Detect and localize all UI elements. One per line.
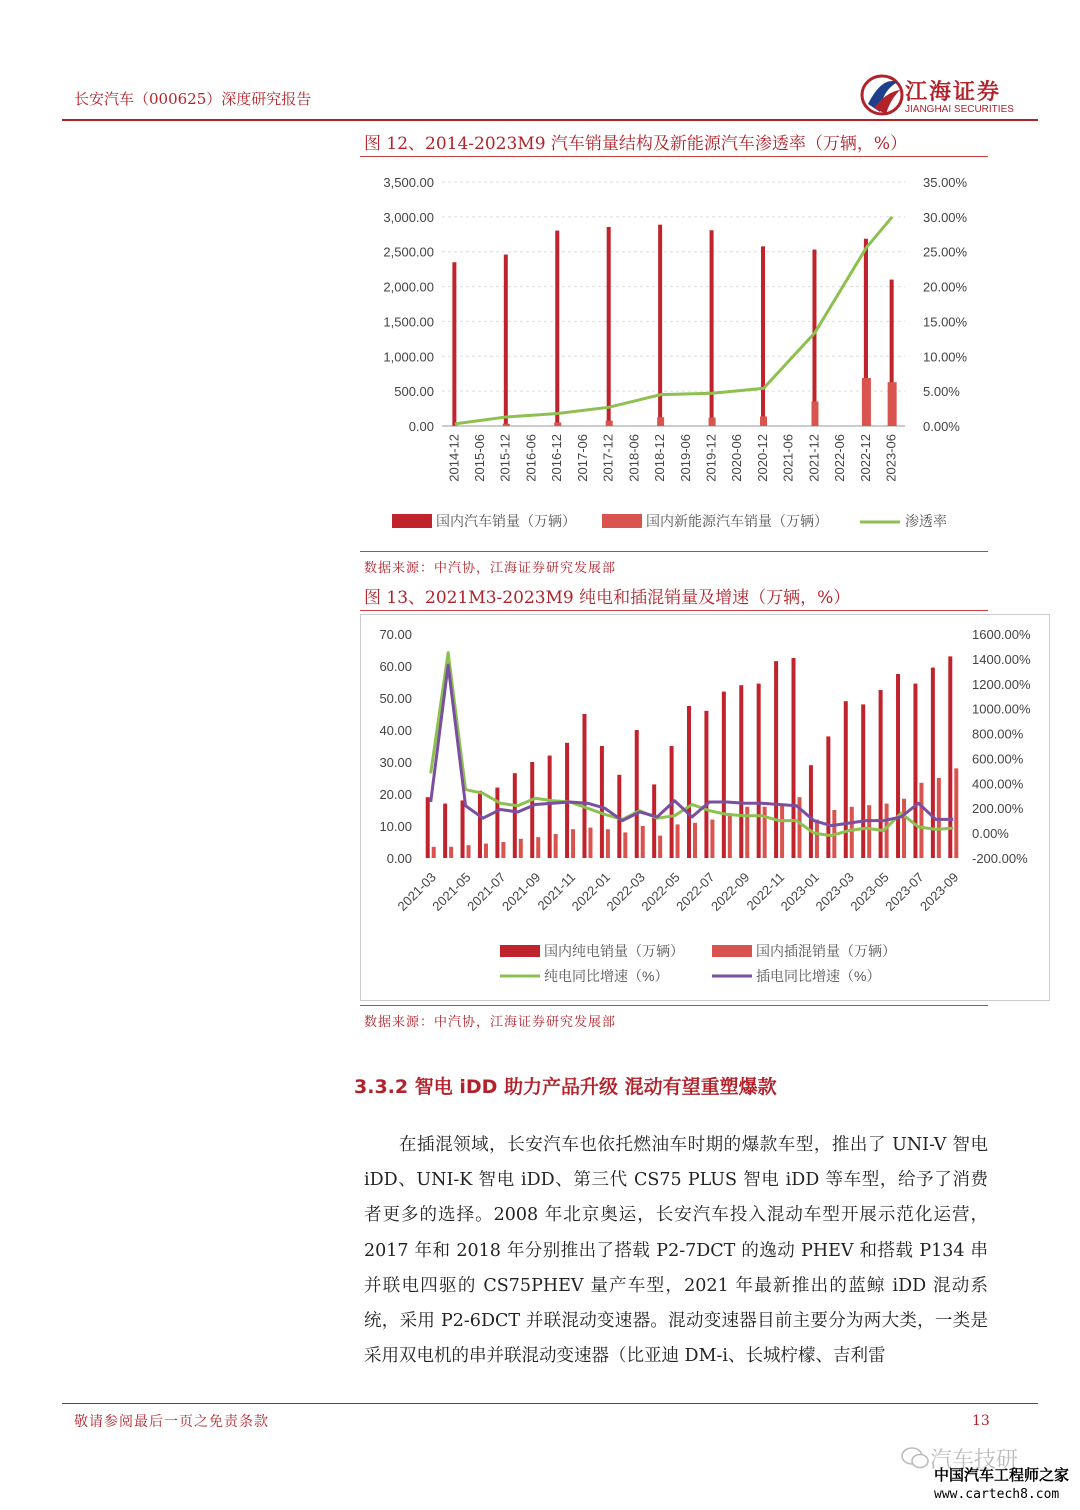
figure-13-source: 数据来源：中汽协，江海证券研究发展部: [364, 1015, 617, 1030]
watermark-url: www.cartech8.com: [934, 1487, 1060, 1502]
bar-total-sales: [710, 230, 714, 426]
left-tick-label: 50.00: [379, 691, 412, 706]
x-tick-label: 2014-12: [446, 434, 462, 482]
x-tick-label: 2020-12: [754, 434, 770, 482]
right-tick-label: 800.00%: [972, 726, 1024, 742]
right-tick-label: 35.00%: [923, 175, 968, 190]
x-tick-label: 2023-03: [812, 869, 857, 914]
bar-phev-sales: [954, 768, 958, 858]
bar-phev-sales: [467, 845, 471, 858]
x-tick-label: 2021-07: [464, 869, 509, 914]
x-tick-label: 2021-05: [429, 869, 474, 914]
figure-13-bottom-rule: [360, 1005, 988, 1006]
bar-bev-sales: [913, 684, 917, 858]
legend-swatch-phev-sales: [712, 945, 752, 957]
body-paragraph: 在插混领域，长安汽车也依托燃油车时期的爆款车型，推出了 UNI-V 智电 iDD、UNI-K 智电 iDD、第三代 CS75 PLUS 智电 iDD 等车型，给予了消费者更多的选择。2008 年北京奥运，长安汽车投入混动车型开展示范化运营，2017 年和 2018 年分别推出了搭载 P2-7DCT 的逸动 PHEV 和搭载 P134 串并联电四驱的 CS75PHEV 量产车型，2021 年最新推出的蓝鲸 iDD 混动系统，采用 P2-6DCT 并联混动变速器。混动变速器目前主要分为两大类，一类是采用双电机的串并联混动变速器（比亚迪 DM-i、长城柠檬、吉利雷: [364, 1135, 988, 1367]
right-tick-label: -200.00%: [972, 851, 1028, 866]
bar-phev-sales: [919, 783, 923, 858]
left-tick-label: 2,500.00: [383, 244, 434, 260]
bar-total-sales: [504, 255, 508, 426]
bar-nev-sales: [657, 417, 664, 426]
bar-bev-sales: [774, 661, 778, 858]
bar-nev-sales: [811, 401, 818, 426]
x-tick-label: 2021-06: [780, 434, 796, 482]
bar-nev-sales: [554, 422, 561, 426]
right-tick-label: 200.00%: [972, 801, 1024, 817]
left-tick-label: 40.00: [379, 723, 412, 738]
x-tick-label: 2018-12: [652, 434, 668, 482]
bar-bev-sales: [757, 684, 761, 858]
right-tick-label: 400.00%: [972, 776, 1024, 792]
bar-phev-sales: [850, 807, 854, 858]
left-tick-label: 20.00: [379, 787, 412, 802]
bar-bev-sales: [478, 791, 482, 858]
chart-bev-phev-sales-growth: [360, 614, 1050, 1002]
right-tick-label: 1400.00%: [972, 651, 1031, 667]
company-logo-text: 江海证券: [905, 80, 1002, 105]
x-tick-label: 2023-07: [882, 869, 927, 914]
bar-bev-sales: [861, 704, 865, 858]
x-tick-label: 2021-03: [394, 869, 439, 914]
bar-phev-sales: [606, 829, 610, 858]
bar-total-sales: [812, 250, 816, 426]
x-tick-label: 2015-12: [497, 434, 513, 482]
bar-phev-sales: [815, 820, 819, 858]
x-tick-label: 2023-05: [847, 869, 892, 914]
bar-bev-sales: [582, 714, 586, 858]
right-tick-label: 600.00%: [972, 751, 1024, 767]
left-tick-label: 3,500.00: [383, 175, 434, 190]
x-tick-label: 2016-12: [549, 434, 565, 482]
x-tick-label: 2022-05: [638, 869, 683, 914]
figure-13-top-rule: [360, 610, 988, 611]
left-tick-label: 1,000.00: [383, 349, 434, 365]
bar-bev-sales: [739, 685, 743, 858]
bar-phev-sales: [693, 823, 697, 858]
bar-nev-sales: [503, 424, 510, 426]
bar-bev-sales: [635, 730, 639, 858]
bar-phev-sales: [658, 836, 662, 858]
bar-bev-sales: [443, 804, 447, 858]
bar-phev-sales: [449, 847, 453, 858]
watermark-brand: 汽车技研: [930, 1448, 1019, 1473]
x-tick-label: 2022-11: [743, 869, 788, 914]
legend-swatch-nev-sales: [602, 514, 642, 528]
x-tick-label: 2022-03: [603, 869, 648, 914]
bar-bev-sales: [792, 658, 796, 858]
x-tick-label: 2022-06: [832, 434, 848, 482]
page-number: 13: [972, 1413, 990, 1429]
x-tick-label: 2023-09: [917, 869, 962, 914]
x-tick-label: 2016-06: [523, 434, 539, 482]
left-tick-label: 0.00: [408, 419, 434, 434]
line-bev-growth: [431, 653, 954, 836]
bar-bev-sales: [530, 762, 534, 858]
right-tick-label: 30.00%: [923, 209, 968, 225]
legend-swatch-bev-sales: [500, 945, 540, 957]
line-phev-growth: [431, 665, 954, 826]
bar-bev-sales: [495, 788, 499, 858]
bar-phev-sales: [641, 826, 645, 858]
bar-bev-sales: [426, 797, 430, 858]
bar-phev-sales: [432, 847, 436, 858]
x-tick-label: 2017-06: [574, 434, 590, 482]
bar-phev-sales: [623, 832, 627, 858]
bar-phev-sales: [536, 837, 540, 858]
bar-phev-sales: [676, 824, 680, 858]
bar-phev-sales: [780, 804, 784, 858]
left-tick-label: 500.00: [394, 384, 434, 400]
right-tick-label: 1000.00%: [972, 701, 1031, 717]
bar-nev-sales: [451, 425, 458, 426]
company-logo-english: JIANGHAI SECURITIES: [905, 104, 1014, 115]
bar-bev-sales: [600, 746, 604, 858]
bar-total-sales: [761, 246, 765, 426]
legend-label-penetration: 渗透率: [905, 513, 947, 529]
right-tick-label: 0.00%: [923, 419, 960, 434]
bar-nev-sales: [760, 416, 767, 426]
x-tick-label: 2018-06: [626, 434, 642, 482]
bar-bev-sales: [879, 690, 883, 858]
figure-12-bottom-rule: [360, 551, 988, 552]
section-heading: 3.3.2 智电 iDD 助力产品升级 混动有望重塑爆款: [354, 1076, 777, 1098]
bar-bev-sales: [652, 784, 656, 858]
chart-vehicle-sales-structure: [360, 160, 990, 550]
bar-total-sales: [452, 262, 456, 426]
figure-12-source: 数据来源：中汽协，江海证券研究发展部: [364, 561, 617, 576]
figure-13-title: 图 13、2021M3-2023M9 纯电和插混销量及增速（万辆，%）: [364, 588, 851, 608]
bar-bev-sales: [826, 736, 830, 858]
bar-phev-sales: [728, 813, 732, 858]
x-tick-label: 2015-06: [472, 434, 488, 482]
bar-phev-sales: [484, 844, 488, 858]
legend-label-total-sales: 国内汽车销量（万辆）: [436, 513, 576, 529]
bar-phev-sales: [571, 829, 575, 858]
left-tick-label: 30.00: [379, 755, 412, 770]
legend-label-phev-sales: 国内插混销量（万辆）: [756, 943, 896, 959]
bar-bev-sales: [687, 706, 691, 858]
left-tick-label: 10.00: [379, 819, 412, 834]
left-tick-label: 1,500.00: [383, 314, 434, 330]
bar-nev-sales: [888, 382, 897, 426]
bar-bev-sales: [548, 756, 552, 858]
x-tick-label: 2022-09: [708, 869, 753, 914]
x-tick-label: 2021-11: [534, 869, 579, 914]
right-tick-label: 15.00%: [923, 314, 968, 330]
footer-divider: [62, 1403, 1038, 1404]
legend-label-bev-growth: 纯电同比增速（%）: [544, 968, 669, 984]
right-tick-label: 25.00%: [923, 244, 968, 260]
bar-phev-sales: [867, 805, 871, 858]
legend-label-bev-sales: 国内纯电销量（万辆）: [544, 943, 684, 959]
legend-swatch-total-sales: [392, 514, 432, 528]
bar-bev-sales: [513, 773, 517, 858]
right-tick-label: 10.00%: [923, 349, 968, 365]
bar-bev-sales: [461, 800, 465, 858]
bar-phev-sales: [588, 828, 592, 858]
left-tick-label: 3,000.00: [383, 209, 434, 225]
bar-bev-sales: [809, 765, 813, 858]
legend-label-phev-growth: 插电同比增速（%）: [756, 968, 881, 984]
x-tick-label: 2021-12: [806, 434, 822, 482]
right-tick-label: 20.00%: [923, 279, 968, 295]
bar-phev-sales: [519, 839, 523, 858]
x-tick-label: 2019-06: [677, 434, 693, 482]
header-divider: [62, 119, 1038, 121]
left-tick-label: 0.00: [386, 851, 412, 866]
right-tick-label: 5.00%: [923, 384, 960, 400]
bar-nev-sales: [862, 378, 871, 426]
x-tick-label: 2019-12: [703, 434, 719, 482]
x-tick-label: 2022-12: [857, 433, 873, 482]
bar-phev-sales: [554, 834, 558, 858]
right-tick-label: 1200.00%: [972, 676, 1031, 692]
left-tick-label: 70.00: [379, 627, 412, 642]
x-tick-label: 2023-01: [777, 869, 823, 914]
legend-label-nev-sales: 国内新能源汽车销量（万辆）: [646, 513, 828, 529]
x-tick-label: 2023-06: [883, 434, 899, 482]
report-header-title: 长安汽车（000625）深度研究报告: [74, 90, 312, 108]
bar-phev-sales: [902, 799, 906, 858]
figure-12-title: 图 12、2014-2023M9 汽车销量结构及新能源汽车渗透率（万辆，%）: [364, 134, 908, 154]
x-tick-label: 2022-07: [673, 869, 718, 914]
bar-bev-sales: [844, 701, 848, 858]
footer-disclaimer: 敬请参阅最后一页之免责条款: [74, 1414, 269, 1430]
bar-phev-sales: [763, 807, 767, 858]
bar-total-sales: [607, 227, 611, 426]
watermark-site-name: 中国汽车工程师之家: [934, 1466, 1070, 1484]
bar-nev-sales: [606, 421, 613, 426]
x-tick-label: 2020-06: [729, 434, 745, 482]
bar-phev-sales: [501, 842, 505, 858]
left-tick-label: 2,000.00: [383, 279, 434, 295]
right-tick-label: 1600.00%: [972, 627, 1031, 642]
bar-bev-sales: [722, 692, 726, 858]
wechat-icon: [900, 1446, 930, 1470]
bar-phev-sales: [710, 820, 714, 858]
left-tick-label: 60.00: [379, 659, 412, 674]
x-tick-label: 2021-09: [498, 869, 544, 914]
bar-bev-sales: [704, 711, 708, 858]
figure-12-top-rule: [360, 156, 988, 157]
bar-nev-sales: [709, 418, 716, 426]
x-tick-label: 2022-01: [568, 869, 614, 914]
line-penetration-rate: [455, 217, 892, 424]
bar-total-sales: [555, 231, 559, 426]
right-tick-label: 0.00%: [972, 826, 1009, 842]
bar-bev-sales: [896, 674, 900, 858]
x-tick-label: 2017-12: [600, 434, 616, 482]
